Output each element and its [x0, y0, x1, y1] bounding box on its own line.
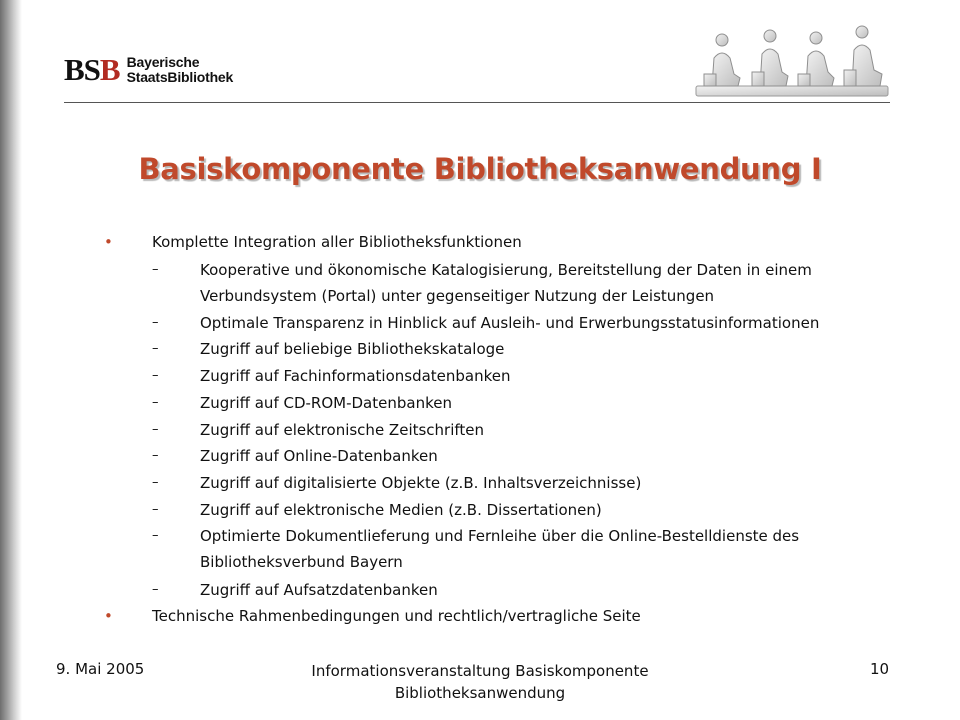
sub-item: Optimierte Dokumentlieferung und Fernleihe über die Online-Bestelldienste des	[200, 527, 800, 545]
dash-marker: –	[152, 448, 159, 463]
footer-date: 9. Mai 2005	[56, 660, 145, 678]
dash-marker: –	[152, 395, 159, 410]
bullet-marker: •	[104, 233, 113, 251]
header-divider	[64, 102, 890, 103]
logo-mark-b: B	[99, 52, 120, 87]
dash-marker: –	[152, 262, 159, 277]
page-number: 10	[870, 660, 890, 678]
bsb-logo	[64, 54, 233, 85]
dash-marker: –	[152, 502, 159, 517]
figure-1	[704, 34, 740, 86]
logo-text-line2: StaatsBibliothek	[126, 68, 234, 85]
bullet-item: Komplette Integration aller Bibliotheksfunktionen	[152, 233, 522, 251]
sub-item: Optimale Transparenz in Hinblick auf Ausleih- und Erwerbungsstatusinformationen	[200, 314, 820, 332]
sub-item: Zugriff auf Aufsatzdatenbanken	[200, 581, 438, 599]
sub-item: Zugriff auf elektronische Zeitschriften	[200, 421, 485, 439]
dash-marker: –	[152, 582, 159, 597]
figure-2	[752, 30, 788, 86]
sub-item-continuation: Bibliotheksverbund Bayern	[200, 553, 403, 571]
logo-text	[127, 55, 234, 85]
footer-title-line2: Bibliotheksanwendung	[394, 684, 566, 702]
sub-item: Zugriff auf digitalisierte Objekte (z.B. Inhaltsverzeichnisse)	[200, 474, 642, 492]
footer-title-line1: Informationsveranstaltung Basiskomponente	[311, 662, 649, 680]
dash-marker: –	[152, 341, 159, 356]
left-edge-shadow	[0, 0, 22, 720]
seated-figures-illustration	[694, 18, 890, 100]
logo-mark-bs: BS	[64, 52, 100, 87]
dash-marker: –	[152, 475, 159, 490]
dash-marker: –	[152, 315, 159, 330]
figure-4	[844, 26, 882, 86]
sub-item: Zugriff auf CD-ROM-Datenbanken	[200, 394, 452, 412]
bullet-marker: •	[104, 607, 113, 625]
logo-text-line1: Bayerische	[126, 53, 200, 70]
dash-marker: –	[152, 422, 159, 437]
sub-item: Zugriff auf beliebige Bibliothekskataloge	[200, 340, 505, 358]
logo-mark	[64, 54, 120, 85]
dash-marker: –	[152, 528, 159, 543]
sub-item: Zugriff auf elektronische Medien (z.B. Dissertationen)	[200, 501, 602, 519]
bullet-item: Technische Rahmenbedingungen und rechtlich/vertragliche Seite	[152, 607, 641, 625]
frieze-base	[696, 86, 888, 96]
sub-item: Zugriff auf Online-Datenbanken	[200, 447, 438, 465]
dash-marker: –	[152, 368, 159, 383]
figure-3	[798, 32, 834, 86]
footer-title	[270, 660, 690, 704]
sub-item: Kooperative und ökonomische Katalogisierung, Bereitstellung der Daten in einem	[200, 261, 812, 279]
slide-title: Basiskomponente Bibliotheksanwendung I	[138, 152, 822, 186]
sub-item-continuation: Verbundsystem (Portal) unter gegenseitiger Nutzung der Leistungen	[200, 287, 715, 305]
sub-item: Zugriff auf Fachinformationsdatenbanken	[200, 367, 511, 385]
